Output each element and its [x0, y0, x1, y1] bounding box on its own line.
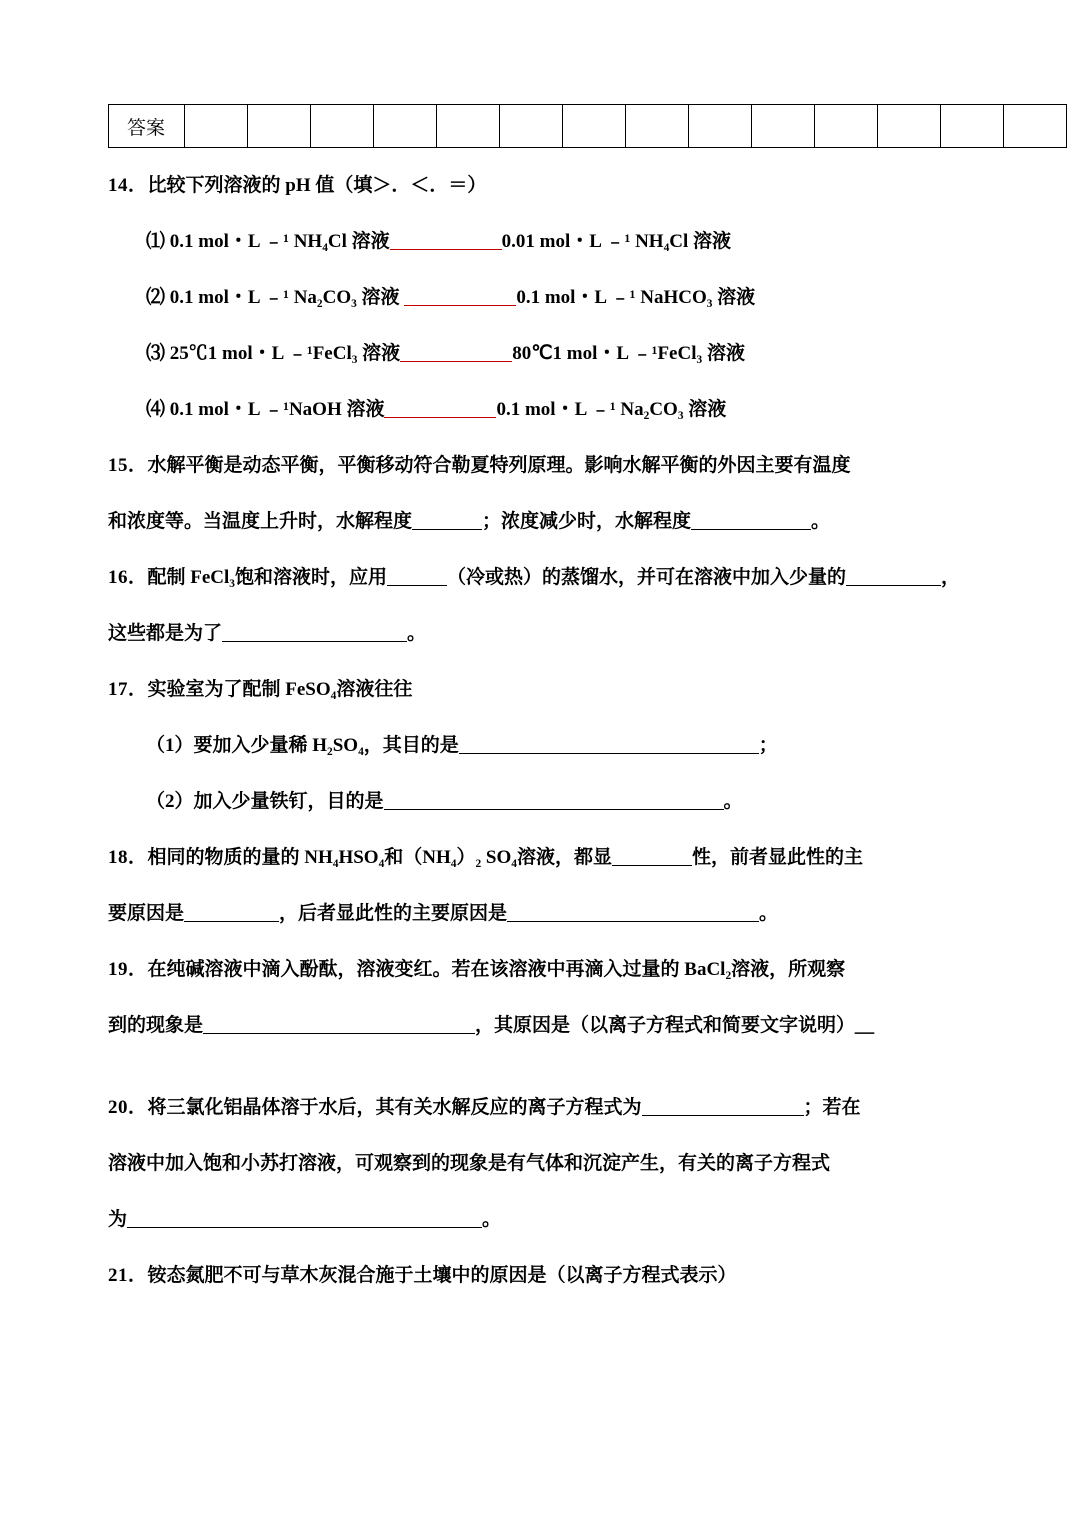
question-19-number: 19． [108, 959, 148, 980]
question-15-blank-1[interactable] [412, 509, 482, 530]
question-18-line-2 [108, 886, 980, 942]
question-20-line-3 [108, 1192, 980, 1248]
question-21-stem: 铵态氮肥不可与草木灰混合施于土壤中的原因是（以离子方程式表示） [147, 1265, 737, 1286]
question-14-item-2-right: 0.1 mol・L ﹣¹ NaHCO₃ 溶液 [516, 287, 756, 308]
question-14-item-4-right: 0.1 mol・L ﹣¹ Na₂CO₃ 溶液 [496, 399, 727, 420]
question-16-text-1b: （冷或热）的蒸馏水，并可在溶液中加入少量的 [447, 567, 847, 588]
question-17-stem: 实验室为了配制 FeSO₄溶液往往 [147, 679, 413, 700]
question-14-item-3-answer-blank[interactable] [400, 341, 512, 362]
question-19-line-1 [108, 942, 980, 998]
question-14-item-3-left: 25℃1 mol・L ﹣¹FeCl₃ 溶液 [169, 343, 401, 364]
question-17-number: 17． [108, 679, 148, 700]
question-16-blank-1[interactable] [387, 565, 447, 586]
question-17-item-2-blank[interactable] [384, 789, 724, 810]
question-20-text-3b: 。 [482, 1209, 502, 1230]
answer-blank-cell-6[interactable] [500, 105, 563, 148]
question-14-item-3-marker: ⑶ [146, 343, 166, 364]
question-16-line-1 [108, 550, 980, 606]
question-18-text-1b: 性，前者显此性的主 [691, 847, 863, 868]
question-20-blank-1[interactable] [642, 1095, 804, 1116]
question-15-blank-2[interactable] [691, 509, 811, 530]
question-18-blank-1[interactable] [612, 845, 692, 866]
question-19-text-2b: ，其原因是（以离子方程式和简要文字说明） [475, 1015, 856, 1036]
question-14-item-2-answer-blank[interactable] [404, 285, 516, 306]
question-14-stem-line [108, 158, 980, 214]
question-18 [108, 830, 980, 942]
question-21-number: 21． [108, 1265, 148, 1286]
answer-blank-cell-4[interactable] [374, 105, 437, 148]
question-14-item-4 [108, 382, 980, 438]
question-15-line-2 [108, 494, 980, 550]
document-content [108, 104, 980, 1304]
question-16-text-2b: 。 [407, 623, 427, 644]
question-20-line-1 [108, 1080, 980, 1136]
question-14-item-4-left: 0.1 mol・L ﹣¹NaOH 溶液 [169, 399, 385, 420]
question-16 [108, 550, 980, 662]
question-18-text-2a: 要原因是 [108, 903, 185, 924]
question-14-item-3 [108, 326, 980, 382]
question-19-text-2a: 到的现象是 [108, 1015, 204, 1036]
answer-blank-cell-9[interactable] [689, 105, 752, 148]
question-20-text-1a: 将三氯化铝晶体溶于水后，其有关水解反应的离子方程式为 [147, 1097, 642, 1118]
question-14-item-2-marker: ⑵ [146, 287, 166, 308]
question-20-line-2 [108, 1136, 980, 1192]
question-15-text-line-2b: ；浓度减少时，水解程度 [482, 511, 692, 532]
answer-label-cell: 答案 [109, 105, 185, 148]
question-15-line-1 [108, 438, 980, 494]
question-19-text-2c: ＿ [855, 1015, 875, 1036]
question-20-text-1b: ；若在 [803, 1097, 861, 1118]
answer-blank-cell-1[interactable] [185, 105, 248, 148]
question-14-item-1 [108, 214, 980, 270]
table-row [109, 105, 1067, 148]
question-16-text-1c: ， [941, 567, 961, 588]
answer-blank-cell-13[interactable] [941, 105, 1004, 148]
answer-blank-cell-2[interactable] [248, 105, 311, 148]
question-17-item-2-marker: （2） [146, 791, 194, 812]
question-17-item-1 [108, 718, 980, 774]
answer-blank-cell-3[interactable] [311, 105, 374, 148]
question-17-item-1-marker: （1） [146, 735, 194, 756]
question-17 [108, 662, 980, 830]
question-18-number: 18． [108, 847, 148, 868]
question-18-text-2c: 。 [759, 903, 779, 924]
question-20-text-3a: 为 [108, 1209, 128, 1230]
question-15-text-line-2c: 。 [811, 511, 831, 532]
question-16-blank-2[interactable] [846, 565, 941, 586]
question-14-item-3-right: 80℃1 mol・L ﹣¹FeCl₃ 溶液 [512, 343, 745, 364]
answer-table [108, 104, 1067, 148]
question-14-item-2 [108, 270, 980, 326]
question-16-text-2a: 这些都是为了 [108, 623, 223, 644]
question-15 [108, 438, 980, 550]
question-20-text-2: 溶液中加入饱和小苏打溶液，可观察到的现象是有气体和沉淀产生，有关的离子方程式 [108, 1153, 831, 1174]
question-17-item-1-text-b: ； [758, 735, 778, 756]
question-14 [108, 158, 980, 438]
question-16-blank-3[interactable] [222, 621, 407, 642]
question-16-text-1a: 配制 FeCl₃饱和溶液时，应用 [147, 567, 388, 588]
question-17-stem-line [108, 662, 980, 718]
question-18-blank-2[interactable] [184, 901, 279, 922]
answer-blank-cell-7[interactable] [563, 105, 626, 148]
answer-blank-cell-10[interactable] [752, 105, 815, 148]
question-14-item-2-left: 0.1 mol・L ﹣¹ Na₂CO₃ 溶液 [169, 287, 400, 308]
question-19-line-2 [108, 998, 980, 1054]
question-14-item-4-marker: ⑷ [146, 399, 166, 420]
question-14-item-4-answer-blank[interactable] [384, 397, 496, 418]
answer-blank-cell-11[interactable] [815, 105, 878, 148]
question-20-number: 20． [108, 1097, 148, 1118]
question-15-number: 15． [108, 455, 148, 476]
question-18-blank-3[interactable] [507, 901, 759, 922]
answer-blank-cell-5[interactable] [437, 105, 500, 148]
question-17-item-1-blank[interactable] [459, 733, 759, 754]
answer-blank-cell-14[interactable] [1004, 105, 1067, 148]
question-18-text-2b: ，后者显此性的主要原因是 [279, 903, 508, 924]
question-21 [108, 1248, 980, 1304]
question-20 [108, 1080, 980, 1248]
question-14-item-1-answer-blank[interactable] [390, 229, 502, 250]
question-17-item-2 [108, 774, 980, 830]
question-16-number: 16． [108, 567, 148, 588]
question-17-item-1-text-a: 要加入少量稀 H₂SO₄，其目的是 [193, 735, 459, 756]
answer-blank-cell-12[interactable] [878, 105, 941, 148]
question-18-text-1a: 相同的物质的量的 NH₄HSO₄和（NH₄）₂ SO₄溶液，都显 [147, 847, 612, 868]
question-21-line-1 [108, 1248, 980, 1304]
question-14-stem: 比较下列溶液的 pH 值（填＞．＜．＝） [147, 175, 487, 196]
question-20-blank-2[interactable] [127, 1207, 482, 1228]
question-19-answer-space [108, 1054, 980, 1080]
question-15-text-line-1: 水解平衡是动态平衡，平衡移动符合勒夏特列原理。影响水解平衡的外因主要有温度 [147, 455, 851, 476]
question-14-item-1-right: 0.01 mol・L ﹣¹ NH₄Cl 溶液 [501, 231, 732, 252]
question-14-item-1-left: 0.1 mol・L ﹣¹ NH₄Cl 溶液 [169, 231, 390, 252]
question-18-line-1 [108, 830, 980, 886]
answer-blank-cell-8[interactable] [626, 105, 689, 148]
question-19-text-1: 在纯碱溶液中滴入酚酞，溶液变红。若在该溶液中再滴入过量的 BaCl₂溶液，所观察 [147, 959, 846, 980]
question-14-number: 14． [108, 175, 148, 196]
question-19-blank-1[interactable] [203, 1013, 475, 1034]
question-16-line-2 [108, 606, 980, 662]
question-15-text-line-2a: 和浓度等。当温度上升时，水解程度 [108, 511, 413, 532]
question-19 [108, 942, 980, 1080]
question-17-item-2-text-b: 。 [723, 791, 743, 812]
question-14-item-1-marker: ⑴ [146, 231, 166, 252]
question-17-item-2-text-a: 加入少量铁钉，目的是 [193, 791, 384, 812]
